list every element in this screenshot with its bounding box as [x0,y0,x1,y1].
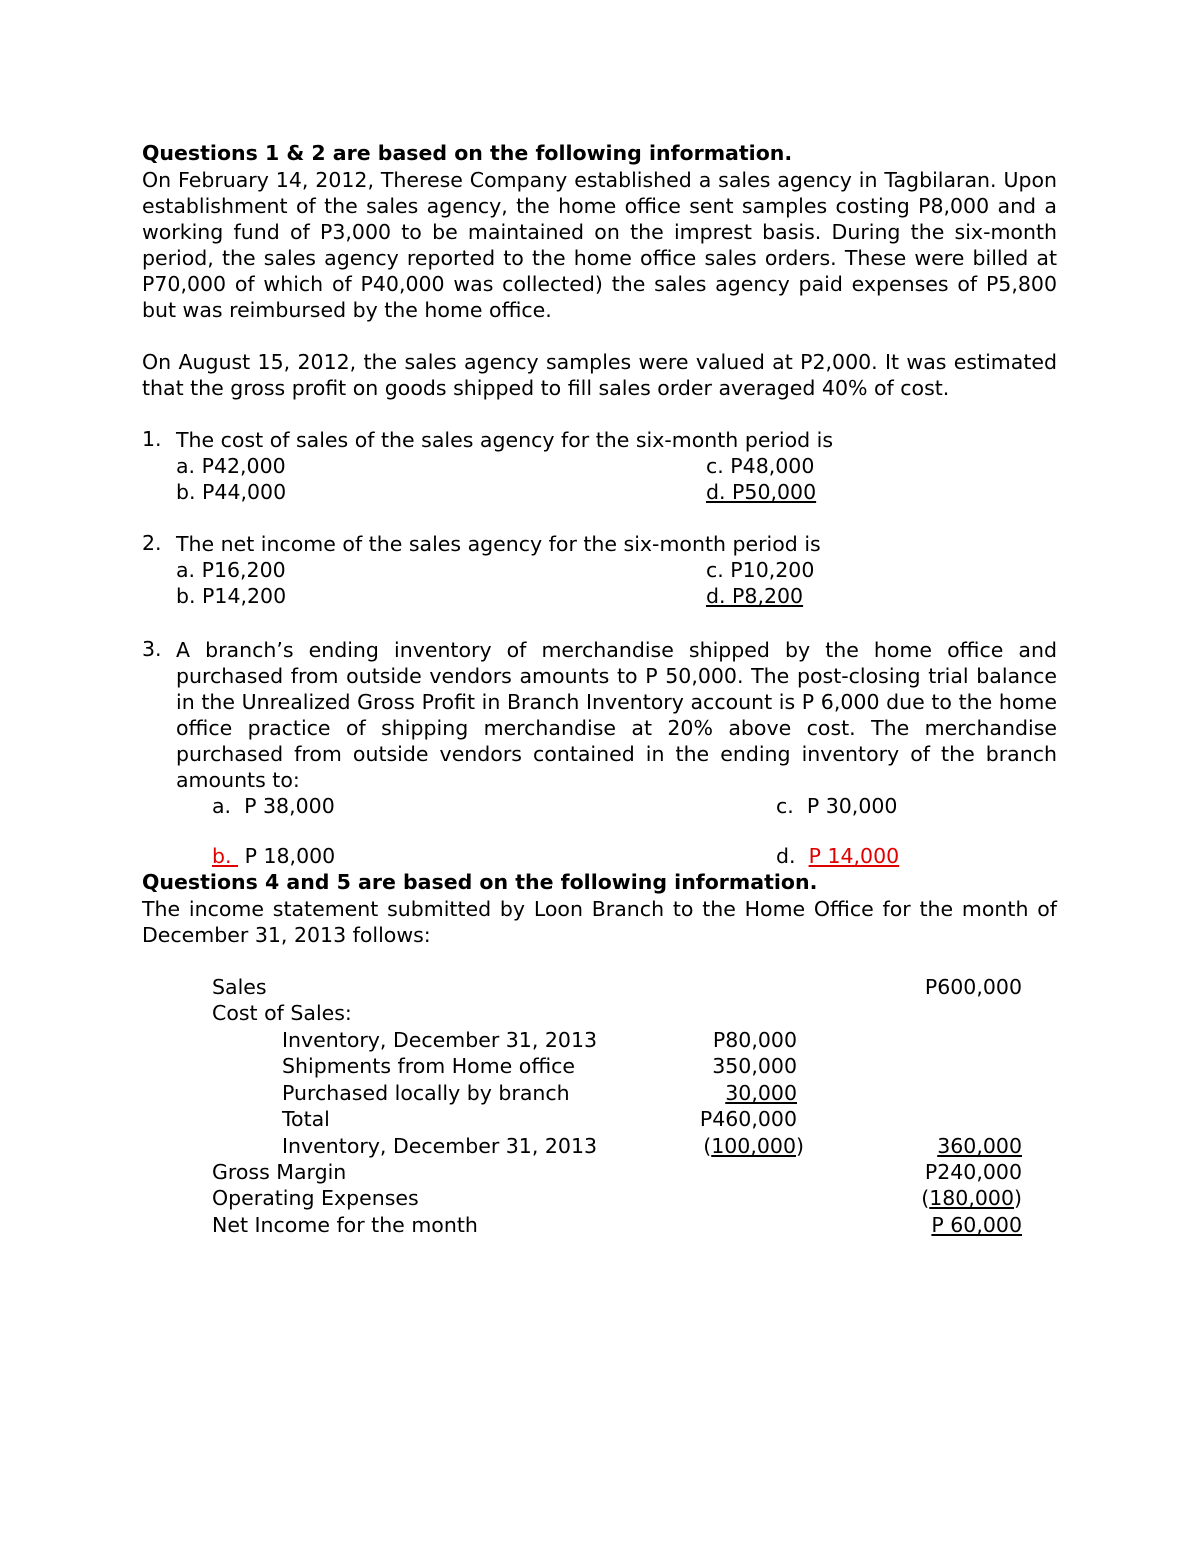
option-letter-marked: b. [212,844,232,868]
question-text: The net income of the sales agency for the six-month period is [176,532,821,556]
option-c [776,793,897,819]
option-b: b. P14,200 [176,584,287,608]
option-d [776,843,899,869]
cost-of-sales-label: Cost of Sales: [212,1001,352,1025]
section-heading-q1-2: Questions 1 & 2 are based on the following information. [142,141,793,165]
option-letter: a. [212,794,232,818]
question-text: A branch’s ending inventory of merchandise shipped by the home office and purchased from outside vendors amounts to P 50,000. The post-closing trial balance in the Unrealized Gross Profit in Branch Inventory account is P 6,000 due to the home office practice of shipping merchandise at 20% above cost. The merchandise purchased from outside vendors contained in the ending inventory of the branch amounts to: [176,638,1057,792]
option-value: P 38,000 [244,794,335,818]
question-text: The cost of sales of the sales agency for the six-month period is [176,428,834,452]
option-letter: c. [776,794,794,818]
option-a: a. P16,200 [176,558,286,582]
purchased-locally-value: 30,000 [725,1081,797,1105]
question-1 [142,427,1057,505]
net-income-value: P 60,000 [931,1213,1022,1237]
option-a [212,793,335,819]
operating-expenses-amount: 180,000 [929,1186,1014,1210]
option-value: P 18,000 [244,844,336,868]
total-value: P460,000 [699,1107,797,1131]
question-number: 1. [142,427,162,451]
question-number: 3. [142,637,162,661]
operating-expenses-label: Operating Expenses [212,1186,419,1210]
option-b: b. P44,000 [176,480,287,504]
total-label: Total [282,1107,330,1131]
sales-value: P600,000 [924,975,1022,999]
option-d-answer: d. P50,000 [706,480,817,504]
shipments-label: Shipments from Home office [282,1054,576,1078]
inventory-end-amount: 100,000 [711,1134,796,1158]
gross-margin-label: Gross Margin [212,1160,347,1184]
paragraph-agency-info: On February 14, 2012, Therese Company established a sales agency in Tagbilaran. Upon establishment of the sales agency, the home office sent samples costing P8,000 and a working fund of P3,000 to be maintained on the imprest basis. During the six-month period, the sales agency reported to the home office sales orders. These were billed at P70,000 of which of P40,000 was collected) the sales agency paid expenses of P5,800 but was reimbursed by the home office. [142,168,1057,322]
option-d-answer: d. P8,200 [706,584,804,608]
option-letter: d. [776,844,796,868]
paragraph-samples-valuation: On August 15, 2012, the sales agency samples were valued at P2,000. It was estimated that the gross profit on goods shipped to fill sales order averaged 40% of cost. [142,350,1057,400]
option-value-marked: P 14,000 [808,844,900,868]
gross-margin-value: P240,000 [924,1160,1022,1184]
operating-expenses-value: (180,000) [921,1186,1022,1210]
document-page [142,140,1057,1244]
option-c: c. P10,200 [706,558,815,582]
inventory-end-label: Inventory, December 31, 2013 [282,1134,598,1158]
question-options [176,557,1057,609]
option-b [212,843,335,869]
question-options [176,793,1057,869]
inventory-begin-value: P80,000 [712,1028,797,1052]
cost-of-sales-value: 360,000 [937,1134,1022,1158]
shipments-value: 350,000 [712,1054,797,1078]
sales-label: Sales [212,975,267,999]
question-options [176,453,1057,505]
inventory-begin-label: Inventory, December 31, 2013 [282,1028,598,1052]
section-heading-q4-5: Questions 4 and 5 are based on the following information. [142,870,818,894]
inventory-end-value: (100,000) [703,1134,804,1158]
paragraph-income-statement-intro: The income statement submitted by Loon Branch to the Home Office for the month of December 31, 2013 follows: [142,897,1057,947]
net-income-label: Net Income for the month [212,1213,478,1237]
income-statement [142,974,1057,1244]
option-a: a. P42,000 [176,454,286,478]
purchased-locally-label: Purchased locally by branch [282,1081,570,1105]
question-2 [142,531,1057,609]
option-value: P 30,000 [806,794,898,818]
question-number: 2. [142,531,162,555]
option-c: c. P48,000 [706,454,815,478]
question-3 [142,637,1057,869]
